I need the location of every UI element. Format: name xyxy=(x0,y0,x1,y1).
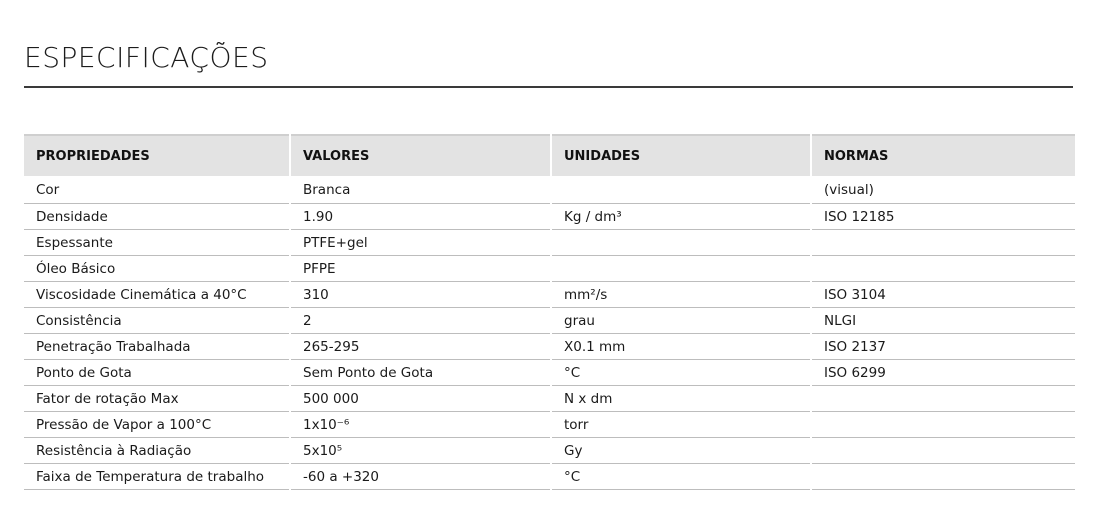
value-cell: Sem Ponto de Gota xyxy=(290,360,551,386)
unit-cell: torr xyxy=(551,412,811,438)
value-cell: 5x10⁵ xyxy=(290,438,551,464)
unit-cell: X0.1 mm xyxy=(551,334,811,360)
header-standards: NORMAS xyxy=(811,135,1075,176)
table-row xyxy=(24,176,1075,204)
standard-cell: ISO 12185 xyxy=(811,204,1075,230)
value-cell: 2 xyxy=(290,308,551,334)
property-cell: Óleo Básico xyxy=(24,256,290,282)
standard-cell xyxy=(811,230,1075,256)
unit-cell: grau xyxy=(551,308,811,334)
specifications-table xyxy=(24,134,1075,490)
standard-cell xyxy=(811,438,1075,464)
property-cell: Densidade xyxy=(24,204,290,230)
unit-cell: Gy xyxy=(551,438,811,464)
value-cell: 265-295 xyxy=(290,334,551,360)
property-cell: Cor xyxy=(24,176,290,204)
property-cell: Ponto de Gota xyxy=(24,360,290,386)
table-row xyxy=(24,360,1075,386)
table-row xyxy=(24,282,1075,308)
title-divider xyxy=(24,86,1073,88)
table-row xyxy=(24,334,1075,360)
property-cell: Pressão de Vapor a 100°C xyxy=(24,412,290,438)
value-cell: 1x10⁻⁶ xyxy=(290,412,551,438)
table-row xyxy=(24,386,1075,412)
value-cell: 310 xyxy=(290,282,551,308)
unit-cell xyxy=(551,176,811,204)
table-row xyxy=(24,256,1075,282)
header-units: UNIDADES xyxy=(551,135,811,176)
unit-cell xyxy=(551,230,811,256)
unit-cell: °C xyxy=(551,360,811,386)
table-row xyxy=(24,438,1075,464)
property-cell: Consistência xyxy=(24,308,290,334)
property-cell: Faixa de Temperatura de trabalho xyxy=(24,464,290,490)
table-row xyxy=(24,204,1075,230)
value-cell: -60 a +320 xyxy=(290,464,551,490)
standard-cell: NLGI xyxy=(811,308,1075,334)
property-cell: Espessante xyxy=(24,230,290,256)
standard-cell xyxy=(811,256,1075,282)
table-row xyxy=(24,464,1075,490)
table-header-row xyxy=(24,135,1075,176)
property-cell: Fator de rotação Max xyxy=(24,386,290,412)
standard-cell xyxy=(811,412,1075,438)
unit-cell: mm²/s xyxy=(551,282,811,308)
table-row xyxy=(24,308,1075,334)
value-cell: 1.90 xyxy=(290,204,551,230)
standard-cell xyxy=(811,464,1075,490)
unit-cell: Kg / dm³ xyxy=(551,204,811,230)
table-row xyxy=(24,230,1075,256)
property-cell: Penetração Trabalhada xyxy=(24,334,290,360)
property-cell: Viscosidade Cinemática a 40°C xyxy=(24,282,290,308)
standard-cell: ISO 3104 xyxy=(811,282,1075,308)
property-cell: Resistência à Radiação xyxy=(24,438,290,464)
value-cell: PTFE+gel xyxy=(290,230,551,256)
value-cell: 500 000 xyxy=(290,386,551,412)
standard-cell: ISO 6299 xyxy=(811,360,1075,386)
standard-cell xyxy=(811,386,1075,412)
standard-cell: ISO 2137 xyxy=(811,334,1075,360)
unit-cell xyxy=(551,256,811,282)
value-cell: Branca xyxy=(290,176,551,204)
standard-cell: (visual) xyxy=(811,176,1075,204)
specifications-table-container xyxy=(24,134,1075,490)
header-properties: PROPRIEDADES xyxy=(36,148,150,164)
unit-cell: °C xyxy=(551,464,811,490)
value-cell: PFPE xyxy=(290,256,551,282)
table-row xyxy=(24,412,1075,438)
page-title: ESPECIFICAÇÕES xyxy=(24,41,269,74)
unit-cell: N x dm xyxy=(551,386,811,412)
header-values: VALORES xyxy=(290,135,551,176)
